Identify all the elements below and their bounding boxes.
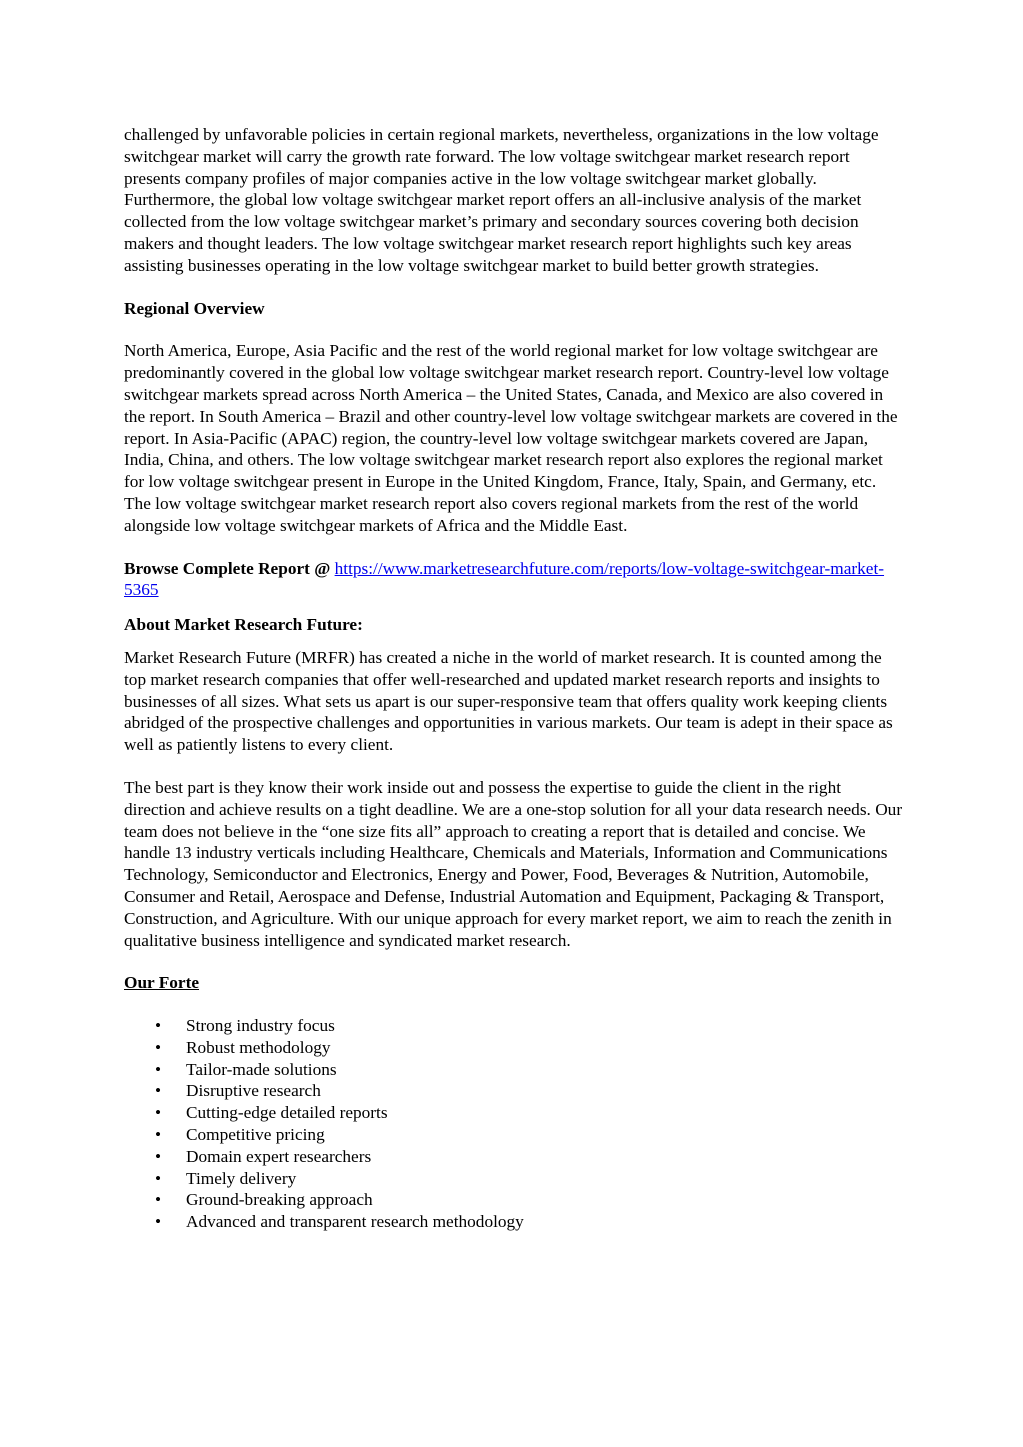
bullet-icon: • xyxy=(155,1103,162,1123)
list-item: • Advanced and transparent research methodology xyxy=(155,1212,524,1232)
report-link[interactable]: https://www.marketresearchfuture.com/reports/low-voltage-switchgear-market-5365 xyxy=(124,558,885,600)
about-paragraph-1: Market Research Future (MRFR) has created a niche in the world of market research. It is counted among the top market research companies that offer well-researched and updated market research reports and insights to businesses of all sizes. What sets us apart is our super-responsive team that offers quality work keeping clients abridged of the prospective challenges and opportunities in various markets. Our team is adept in their space as well as patiently listens to every client. xyxy=(124,647,893,755)
about-paragraph-2: The best part is they know their work inside out and possess the expertise to guide the client in the right direction and achieve results on a tight deadline. We are a one-stop solution for all your data research needs. Our team does not believe in the “one size fits all” approach to creating a report that is detailed and concise. We handle 13 industry verticals including Healthcare, Chemicals and Materials, Information and Communications Technology, Semiconductor and Electronics, Energy and Power, Food, Beverages & Nutrition, Automobile, Consumer and Retail, Aerospace and Defense, Industrial Automation and Equipment, Packaging & Transport, Construction, and Agriculture. With our unique approach for every market report, we aim to reach the zenith in qualitative business intelligence and syndicated market research. xyxy=(124,777,903,950)
browse-report-label: Browse Complete Report @ xyxy=(124,558,331,578)
bullet-icon: • xyxy=(155,1212,162,1232)
list-item: • Robust methodology xyxy=(155,1037,331,1057)
list-item: • Disruptive research xyxy=(155,1081,321,1101)
document-page xyxy=(124,124,904,1233)
bullet-icon: • xyxy=(155,1146,162,1166)
list-item: • Competitive pricing xyxy=(155,1125,325,1145)
our-forte-heading: Our Forte xyxy=(124,973,200,993)
bullet-icon: • xyxy=(155,1037,162,1057)
intro-paragraph: challenged by unfavorable policies in certain regional markets, nevertheless, organizations in the low voltage switchgear market will carry the growth rate forward. The low voltage switchgear market research report presents company profiles of major companies active in the low voltage switchgear market globally. Furthermore, the global low voltage switchgear market report offers an all-inclusive analysis of the market collected from the low voltage switchgear market’s primary and secondary sources covering both decision makers and thought leaders. The low voltage switchgear market research report highlights such key areas assisting businesses operating in the low voltage switchgear market to build better growth strategies. xyxy=(124,125,879,275)
regional-overview-heading: Regional Overview xyxy=(124,298,265,318)
bullet-icon: • xyxy=(155,1059,162,1079)
about-heading: About Market Research Future: xyxy=(124,615,363,635)
regional-overview-paragraph: North America, Europe, Asia Pacific and the rest of the world regional market for low voltage switchgear are predominantly covered in the global low voltage switchgear market research report. Country-level low voltage switchgear markets spread across North America – the United States, Canada, and Mexico are also covered in the report. In South America – Brazil and other country-level low voltage switchgear markets are covered in the report. In Asia-Pacific (APAC) region, the country-level low voltage switchgear markets covered are Japan, India, China, and others. The low voltage switchgear market research report also explores the regional market for low voltage switchgear present in Europe in the United Kingdom, France, Italy, Spain, and Germany, etc. The low voltage switchgear market research report also covers regional markets from the rest of the world alongside low voltage switchgear markets of Africa and the Middle East. xyxy=(124,341,898,535)
bullet-icon: • xyxy=(155,1125,162,1145)
bullet-icon: • xyxy=(155,1016,162,1036)
list-item: • Cutting-edge detailed reports xyxy=(155,1103,388,1123)
list-item: • Timely delivery xyxy=(155,1168,297,1188)
list-item: • Strong industry focus xyxy=(155,1016,335,1036)
bullet-icon: • xyxy=(155,1168,162,1188)
bullet-icon: • xyxy=(155,1190,162,1210)
forte-list xyxy=(124,1015,904,1233)
bullet-icon: • xyxy=(155,1081,162,1101)
list-item: • Domain expert researchers xyxy=(155,1146,372,1166)
browse-report-line xyxy=(124,558,904,602)
list-item: • Tailor-made solutions xyxy=(155,1059,337,1079)
list-item: • Ground-breaking approach xyxy=(155,1190,373,1210)
